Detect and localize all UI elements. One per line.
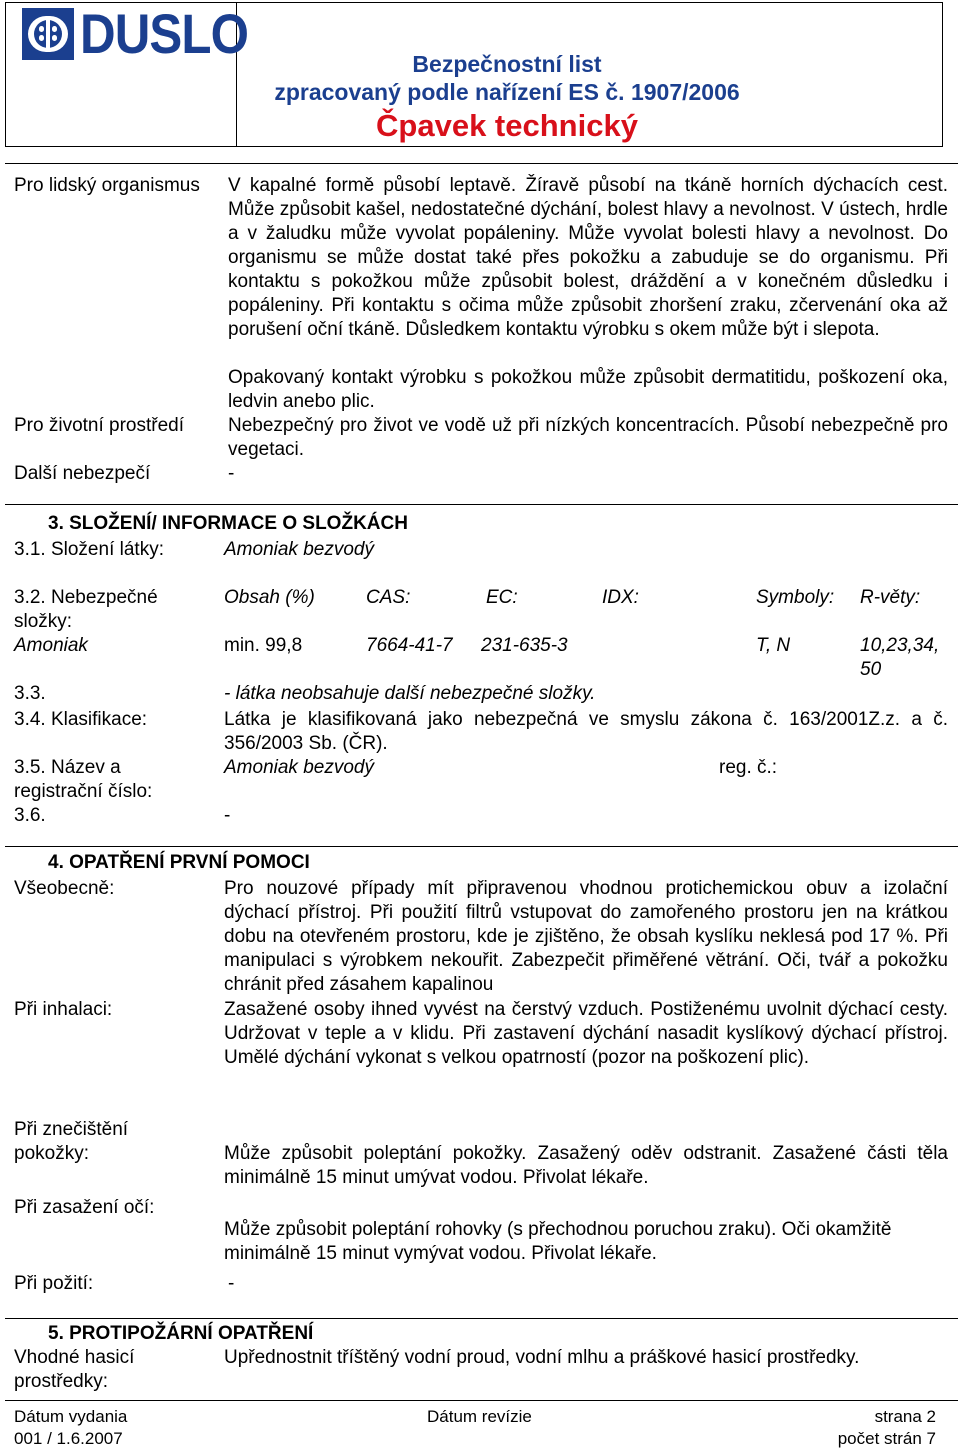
component-ec: 231-635-3 bbox=[481, 635, 568, 656]
component-symbols: T, N bbox=[756, 635, 791, 656]
s31-value: Amoniak bezvodý bbox=[224, 539, 374, 560]
revision-date-label: Dátum revízie bbox=[427, 1407, 532, 1426]
document-title: Bezpečnostní list bbox=[412, 51, 602, 77]
other-hazards-label: Další nebezpečí bbox=[14, 463, 151, 484]
s35-value: Amoniak bezvodý bbox=[224, 757, 374, 778]
skin-label: Při znečištění pokožky: bbox=[14, 1119, 129, 1164]
s35-label: 3.5. Název a registrační číslo: bbox=[14, 757, 153, 802]
ingestion-value: - bbox=[228, 1273, 235, 1294]
component-r-phrases: 10,23,34, 50 bbox=[860, 635, 940, 680]
s35-reg: reg. č.: bbox=[719, 757, 778, 778]
divider bbox=[5, 1318, 958, 1319]
s34-value: Látka je klasifikovaná jako nebezpečná ve smyslu zákona č. 163/2001Z.z. a č. 356/2003 Sb. (ČR). bbox=[224, 709, 948, 754]
s36-label: 3.6. bbox=[14, 805, 46, 826]
page-count: počet strán 7 bbox=[837, 1429, 936, 1448]
col-symbols: Symboly: bbox=[756, 587, 835, 608]
media-label: Vhodné hasicí prostředky: bbox=[14, 1347, 135, 1392]
footer-divider bbox=[5, 1400, 958, 1401]
component-cas: 7664-41-7 bbox=[366, 635, 453, 656]
s34-label: 3.4. Klasifikace: bbox=[14, 709, 148, 730]
divider bbox=[5, 504, 958, 505]
other-hazards-value: - bbox=[228, 463, 235, 484]
media-text: Upřednostnit tříštěný vodní proud, vodní mlhu a práškové hasicí prostředky. bbox=[224, 1347, 860, 1368]
section3-title: 3. SLOŽENÍ/ INFORMACE O SLOŽKÁCH bbox=[48, 513, 408, 534]
general-label: Všeobecně: bbox=[14, 878, 115, 899]
component-content: min. 99,8 bbox=[224, 635, 303, 656]
inhalation-label: Při inhalaci: bbox=[14, 999, 113, 1020]
s36-value: - bbox=[224, 805, 231, 826]
eyes-label: Při zasažení očí: bbox=[14, 1197, 155, 1218]
col-r-phrases: R-věty: bbox=[860, 587, 921, 608]
ingestion-label: Při požití: bbox=[14, 1273, 94, 1294]
eyes-text: Může způsobit poleptání rohovky (s přechodnou poruchou zraku). Oči okamžitě minimálně 15 minut vymývat vodou. Přivolat lékaře. bbox=[224, 1219, 892, 1264]
regulation-subtitle: zpracovaný podle nařízení ES č. 1907/2006 bbox=[274, 79, 740, 105]
component-name: Amoniak bbox=[14, 635, 88, 656]
inhalation-text: Zasažené osoby ihned vyvést na čerstvý vzduch. Postiženému uvolnit dýchací cesty. Udržovat v teple a v klidu. Při zastavení dýchání nasadit kyslíkový dýchací přístroj. Umělé dýchání vykonat s velkou opatrností (pozor na poškození plic). bbox=[224, 999, 948, 1068]
env-text: Nebezpečný pro život ve vodě už při nízkých koncentracích. Působí nebezpečně pro vegetaci. bbox=[228, 415, 948, 460]
env-label: Pro životní prostředí bbox=[14, 415, 185, 436]
section5-title: 5. PROTIPOŽÁRNÍ OPATŘENÍ bbox=[48, 1323, 314, 1344]
section4-title: 4. OPATŘENÍ PRVNÍ POMOCI bbox=[48, 852, 310, 873]
col-content: Obsah (%) bbox=[224, 587, 315, 608]
duslo-logo bbox=[22, 2, 271, 65]
skin-text: Může způsobit poleptání pokožky. Zasažený oděv odstranit. Zasažené části těla minimálně 15 minut umývat vodou. Přivolat lékaře. bbox=[224, 1143, 948, 1188]
page-number: strana 2 bbox=[874, 1407, 936, 1426]
s33-label: 3.3. bbox=[14, 683, 46, 704]
human-label: Pro lidský organismus bbox=[14, 175, 200, 196]
logo-text: DUSLO bbox=[80, 2, 249, 65]
general-text: Pro nouzové případy mít připravenou vhodnou protichemickou obuv a izolační dýchací přístroj. Při použití filtrů vstupovat do zamořeného prostoru jen na krátkou dobu na otevřeném prostoru, kde je zjištěno, že obsah kyslíku neklesá pod 17 %. Při manipulaci s výrobkem nekouřit. Zabezpečit přiměřené větrání. Oči, tvář a pokožku chránit před zásahem kapalinou bbox=[224, 878, 948, 995]
col-cas: CAS: bbox=[366, 587, 411, 608]
s32-label: 3.2. Nebezpečné složky: bbox=[14, 587, 158, 632]
issue-date-label: Dátum vydania bbox=[14, 1407, 128, 1426]
human-text-repeated: Opakovaný kontakt výrobku s pokožkou může způsobit dermatitidu, poškození oka, ledvin anebo plic. bbox=[228, 367, 948, 412]
s33-value: - látka neobsahuje další nebezpečné složky. bbox=[224, 683, 596, 704]
col-idx: IDX: bbox=[602, 587, 639, 608]
issue-date-value: 001 / 1.6.2007 bbox=[14, 1429, 123, 1448]
s31-label: 3.1. Složení látky: bbox=[14, 539, 164, 560]
wheat-emblem-icon bbox=[22, 8, 74, 60]
divider bbox=[5, 163, 958, 164]
human-text: V kapalné formě působí leptavě. Žíravě působí na tkáně horních dýchacích cest. Může způsobit kašel, nedostatečné dýchání, bolest hlavy a nevolnost. V ústech, hrdle a v žaludku může vyvolat popáleniny. Může vyvolat bolesti hlavy a nevolnost. Do organismu se může dostat také přes pokožku a zabuduje se do organismu. Při kontaktu s pokožkou může způsobit bolest, dráždění a v konečném důsledku i popáleniny. Při kontaktu s očima může způsobit zhoršení zraku, zčervenání oka až porušení oční tkáně. Důsledkem kontaktu výrobku s okem může být i slepota. bbox=[228, 175, 948, 340]
col-ec: EC: bbox=[486, 587, 518, 608]
divider bbox=[5, 846, 958, 847]
product-name: Čpavek technický bbox=[376, 108, 638, 143]
